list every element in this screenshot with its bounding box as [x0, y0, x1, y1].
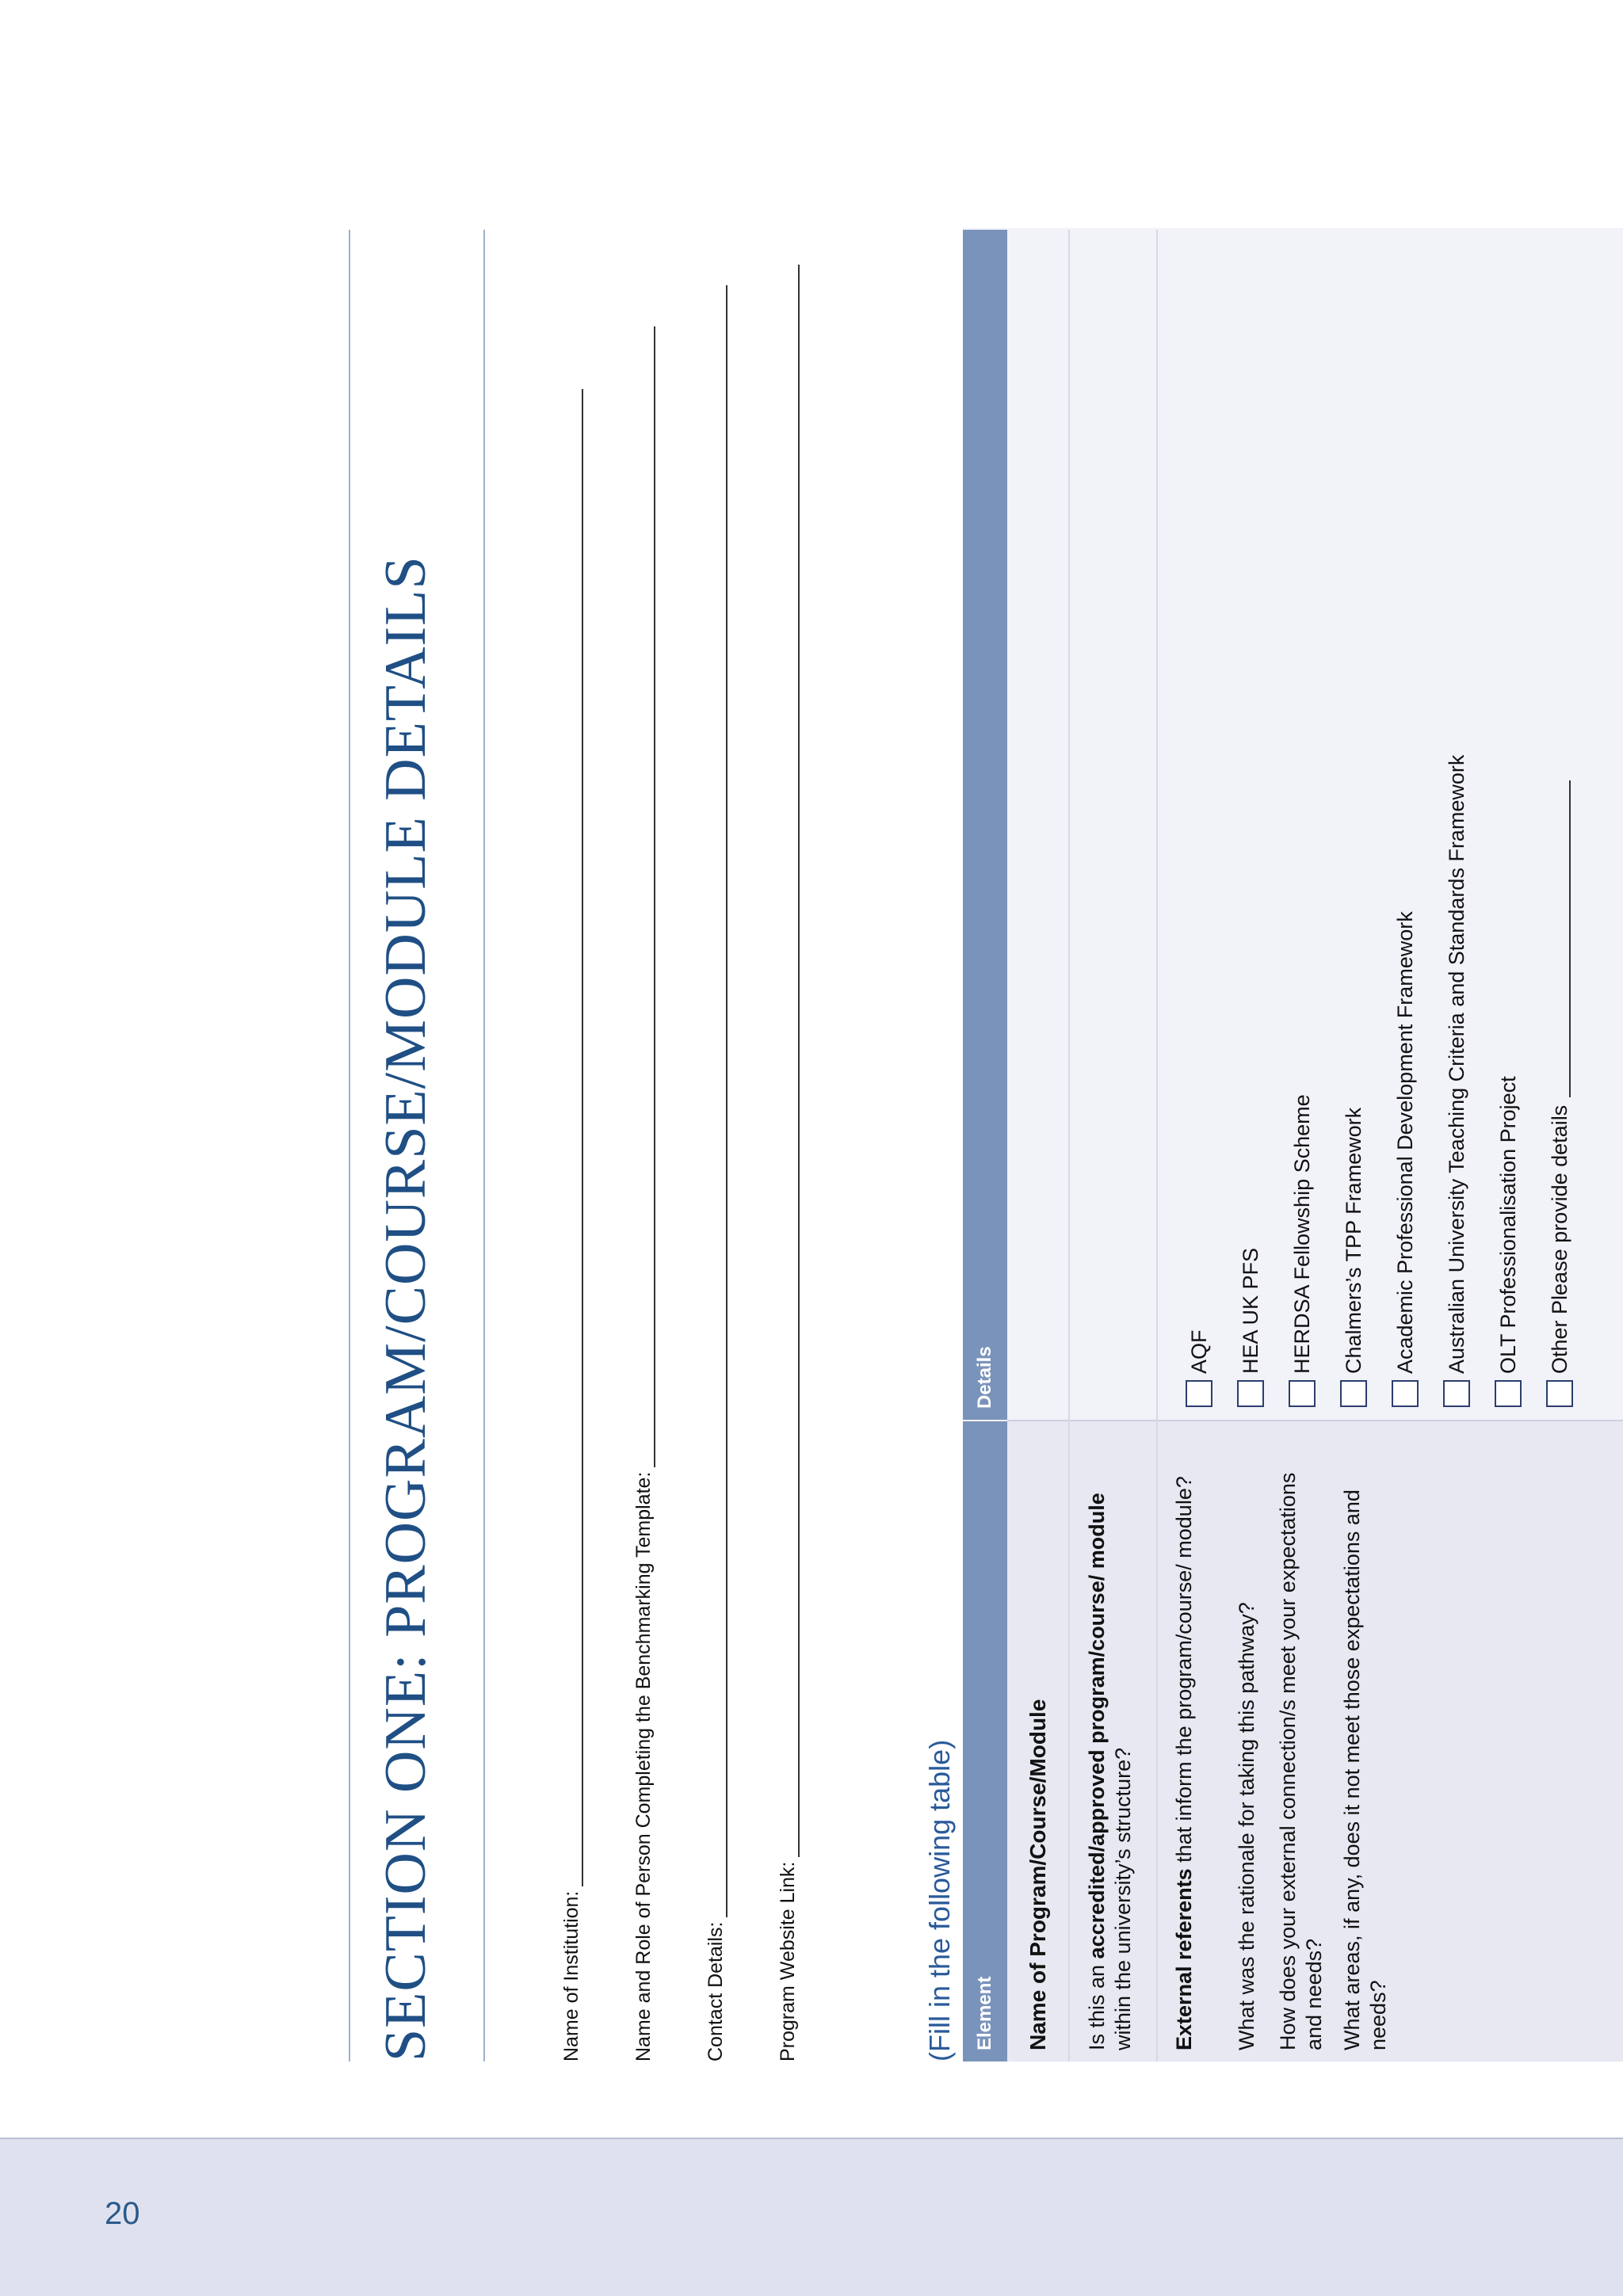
details-header: Details	[963, 230, 1007, 1421]
checkbox[interactable]	[1340, 1380, 1367, 1407]
contact-field[interactable]	[696, 285, 727, 2061]
option-label: Other Please provide details	[1547, 1104, 1571, 1374]
question-unmet: What areas, if any, does it not meet those expectations and needs?	[1340, 1489, 1390, 2050]
row-accredited-bold: accredited/approved program/course/ module	[1085, 1493, 1109, 1959]
row-external-referents	[1171, 1432, 1197, 2050]
page-number: 20	[105, 2196, 140, 2231]
institution-label: Name of Institution:	[560, 1890, 582, 2061]
option-label: Australian University Teaching Criteria and Standards Framework	[1444, 754, 1468, 1374]
option-hea-uk-pfs[interactable]	[1235, 1248, 1266, 1407]
checkbox[interactable]	[1546, 1380, 1573, 1407]
website-line[interactable]	[777, 265, 800, 1857]
option-label: Chalmers’s TPP Framework	[1341, 1107, 1365, 1374]
option-label: HEA UK PFS	[1238, 1247, 1262, 1374]
website-field[interactable]	[768, 265, 800, 2061]
element-header: Element	[963, 1421, 1007, 2061]
institution-line[interactable]	[561, 389, 583, 1886]
option-autcsf[interactable]	[1442, 755, 1472, 1407]
row-external-post: that inform the program/course/ module?	[1172, 1476, 1196, 1869]
other-details-line[interactable]	[1549, 780, 1571, 1097]
checkbox[interactable]	[1186, 1380, 1212, 1407]
row-accredited-post: within the university’s structure?	[1111, 1747, 1135, 2050]
person-field[interactable]	[624, 326, 655, 2061]
option-chalmers[interactable]	[1338, 1108, 1369, 1407]
row-separator	[1068, 230, 1070, 2061]
rotated-page-content	[349, 230, 1623, 2061]
contact-line[interactable]	[705, 285, 727, 1917]
option-aqf[interactable]	[1184, 1329, 1214, 1407]
page-title: SECTION ONE: PROGRAM/COURSE/MODULE DETAILS	[373, 555, 438, 2061]
row-program-name: Name of Program/Course/Module	[1025, 1699, 1050, 2050]
option-label: AQF	[1186, 1329, 1211, 1374]
option-label: Academic Professional Development Framework	[1392, 911, 1417, 1374]
option-olt[interactable]	[1493, 1076, 1523, 1407]
option-other[interactable]	[1545, 780, 1575, 1407]
question-expectations: How does your external connection/s meet your expectations and needs?	[1276, 1472, 1326, 2050]
option-label: OLT Professionalisation Project	[1495, 1076, 1520, 1374]
row-separator	[1156, 230, 1158, 2061]
top-rule	[349, 230, 350, 2061]
details-table	[963, 230, 1623, 2061]
contact-label: Contact Details:	[705, 1921, 727, 2061]
person-label: Name and Role of Person Completing the Benchmarking Template:	[632, 1471, 655, 2061]
footer-band	[0, 2138, 1623, 2296]
question-rationale: What was the rationale for taking this pathway?	[1235, 1602, 1258, 2050]
fill-note: (Fill in the following table)	[923, 1739, 956, 2061]
website-label: Program Website Link:	[777, 1861, 799, 2061]
option-apdf[interactable]	[1390, 911, 1420, 1407]
person-line[interactable]	[633, 326, 655, 1467]
checkbox[interactable]	[1495, 1380, 1522, 1407]
row-accredited	[1084, 1432, 1136, 2050]
row-accredited-pre: Is this an	[1085, 1958, 1109, 2050]
checkbox[interactable]	[1443, 1380, 1470, 1407]
row-external-bold: External referents	[1172, 1868, 1196, 2050]
checkbox[interactable]	[1289, 1380, 1316, 1407]
title-rule	[483, 230, 485, 2061]
option-herdsa[interactable]	[1287, 1094, 1317, 1407]
checkbox[interactable]	[1392, 1380, 1419, 1407]
institution-field[interactable]	[552, 389, 583, 2061]
checkbox[interactable]	[1237, 1380, 1264, 1407]
option-label: HERDSA Fellowship Scheme	[1289, 1094, 1314, 1374]
